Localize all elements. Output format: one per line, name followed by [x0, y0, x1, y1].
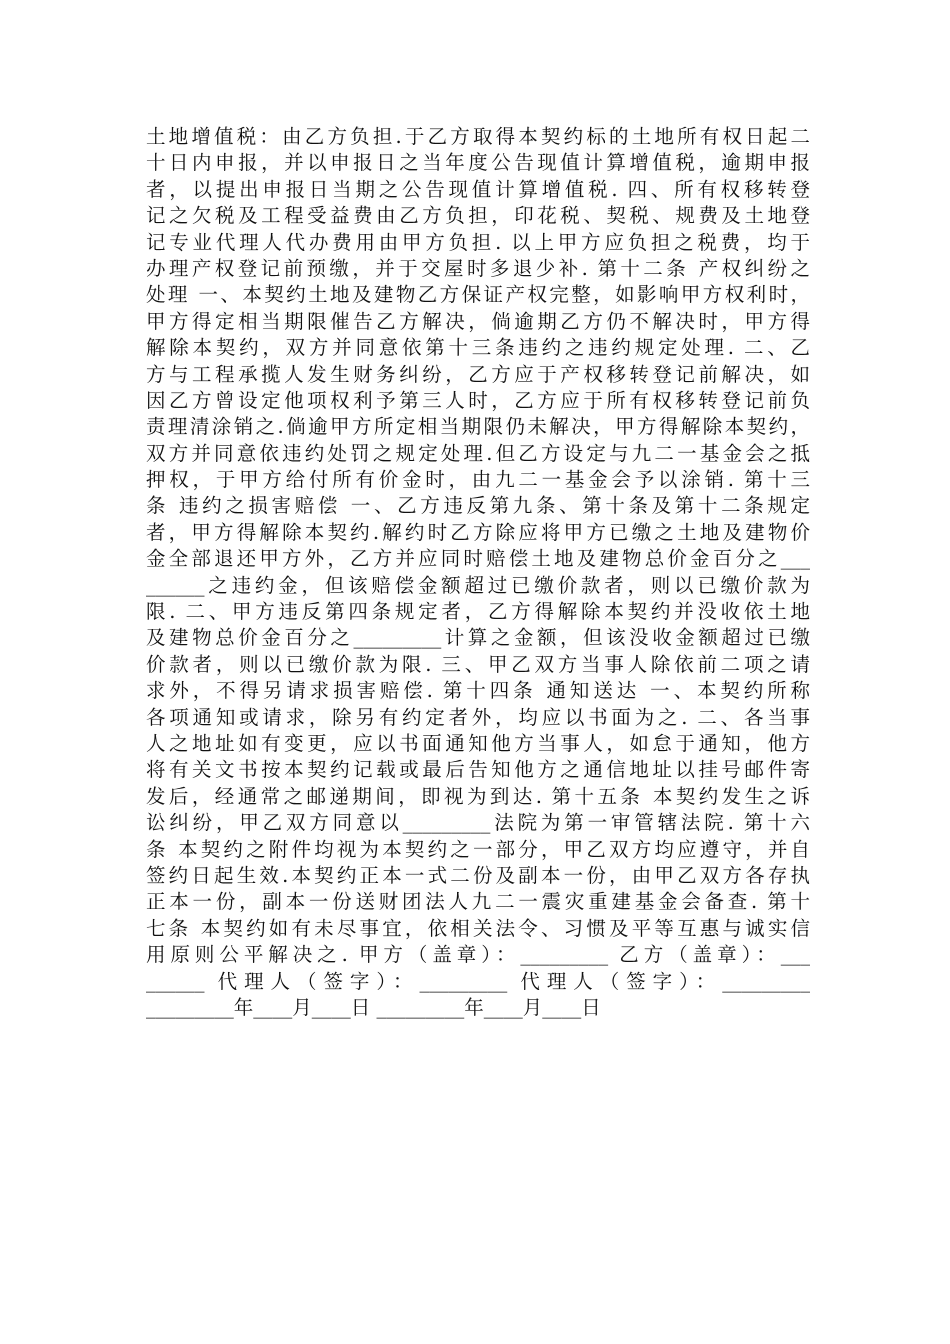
text-line: 解除本契约，双方并同意依第十三条违约之违约规定处理. 二、乙: [146, 336, 810, 360]
text-line: 限. 二、甲方违反第四条规定者，乙方得解除本契约并没收依土地: [146, 600, 810, 624]
text-line: 责理清涂销之.倘逾甲方所定相当期限仍未解决，甲方得解除本契约，: [146, 415, 810, 439]
text-line: 处理 一、本契约土地及建物乙方保证产权完整，如影响甲方权利时，: [146, 283, 810, 307]
text-line: 价款者，则以已缴价款为限. 三、甲乙双方当事人除依前二项之请: [146, 652, 810, 676]
text-line: 十日内申报，并以申报日之当年度公告现值计算增值税，逾期申报: [146, 151, 810, 175]
text-line: 将有关文书按本契约记载或最后告知他方之通信地址以挂号邮件寄: [146, 758, 810, 782]
agent-signature-line: ______ 代理人（签字）：_________ 代理人（签字）：_________: [146, 969, 810, 993]
text-line: 方与工程承揽人发生财务纠纷，乙方应于产权移转登记前解决，如: [146, 362, 810, 386]
text-line: 签约日起生效.本契约正本一式二份及副本一份，由甲乙双方各存执: [146, 863, 810, 887]
contract-text-body: [146, 124, 810, 1021]
text-line: 金全部退还甲方外，乙方并应同时赔偿土地及建物总价金百分之___: [146, 547, 810, 571]
text-line: 人之地址如有变更，应以书面通知他方当事人，如怠于通知，他方: [146, 731, 810, 755]
text-line: 土地增值税：由乙方负担.于乙方取得本契约标的土地所有权日起二: [146, 125, 810, 148]
text-line: ______之违约金，但该赔偿金额超过已缴价款者，则以已缴价款为: [146, 573, 810, 597]
text-line: 发后，经通常之邮递期间，即视为到达. 第十五条 本契约发生之诉: [146, 784, 810, 808]
text-line: 求外，不得另请求损害赔偿. 第十四条 通知送达 一、本契约所称: [146, 679, 810, 703]
text-line: 记专业代理人代办费用由甲方负担. 以上甲方应负担之税费，均于: [146, 230, 810, 254]
text-line: 正本一份，副本一份送财团法人九二一震灾重建基金会备查. 第十: [146, 890, 810, 914]
text-line: 讼纠纷，甲乙双方同意以_________法院为第一审管辖法院. 第十六: [146, 811, 810, 835]
text-line: 条 违约之损害赔偿 一、乙方违反第九条、第十条及第十二条规定: [146, 494, 810, 518]
text-line: 押权，于甲方给付所有价金时，由九二一基金会予以涂销. 第十三: [146, 468, 810, 492]
text-line: 因乙方曾设定他项权利予第三人时，乙方应于所有权移转登记前负: [146, 388, 810, 412]
text-line: 双方并同意依违约处罚之规定处理.但乙方设定与九二一基金会之抵: [146, 441, 810, 465]
text-line: 各项通知或请求，除另有约定者外，均应以书面为之. 二、各当事: [146, 705, 810, 729]
text-line: 甲方得定相当期限催告乙方解决，倘逾期乙方仍不解决时，甲方得: [146, 309, 810, 333]
text-line: 办理产权登记前预缴，并于交屋时多退少补. 第十二条 产权纠纷之: [146, 256, 810, 280]
text-line: 者，甲方得解除本契约.解约时乙方除应将甲方已缴之土地及建物价: [146, 520, 810, 544]
text-line: 记之欠税及工程受益费由乙方负担，印花税、契税、规费及土地登: [146, 204, 810, 228]
signature-line: 用原则公平解决之. 甲方（盖章）：_________ 乙方（盖章）：___: [146, 943, 810, 967]
text-line: 者，以提出申报日当期之公告现值计算增值税. 四、所有权移转登: [146, 177, 810, 201]
date-line: _________年____月____日 _________年____月____日: [146, 995, 601, 1019]
text-line: 及建物总价金百分之_________计算之金额，但该没收金额超过已缴: [146, 626, 810, 650]
text-line: 七条 本契约如有未尽事宜，依相关法令、习惯及平等互惠与诚实信: [146, 916, 810, 940]
text-line: 条 本契约之附件均视为本契约之一部分，甲乙双方均应遵守，并自: [146, 837, 810, 861]
